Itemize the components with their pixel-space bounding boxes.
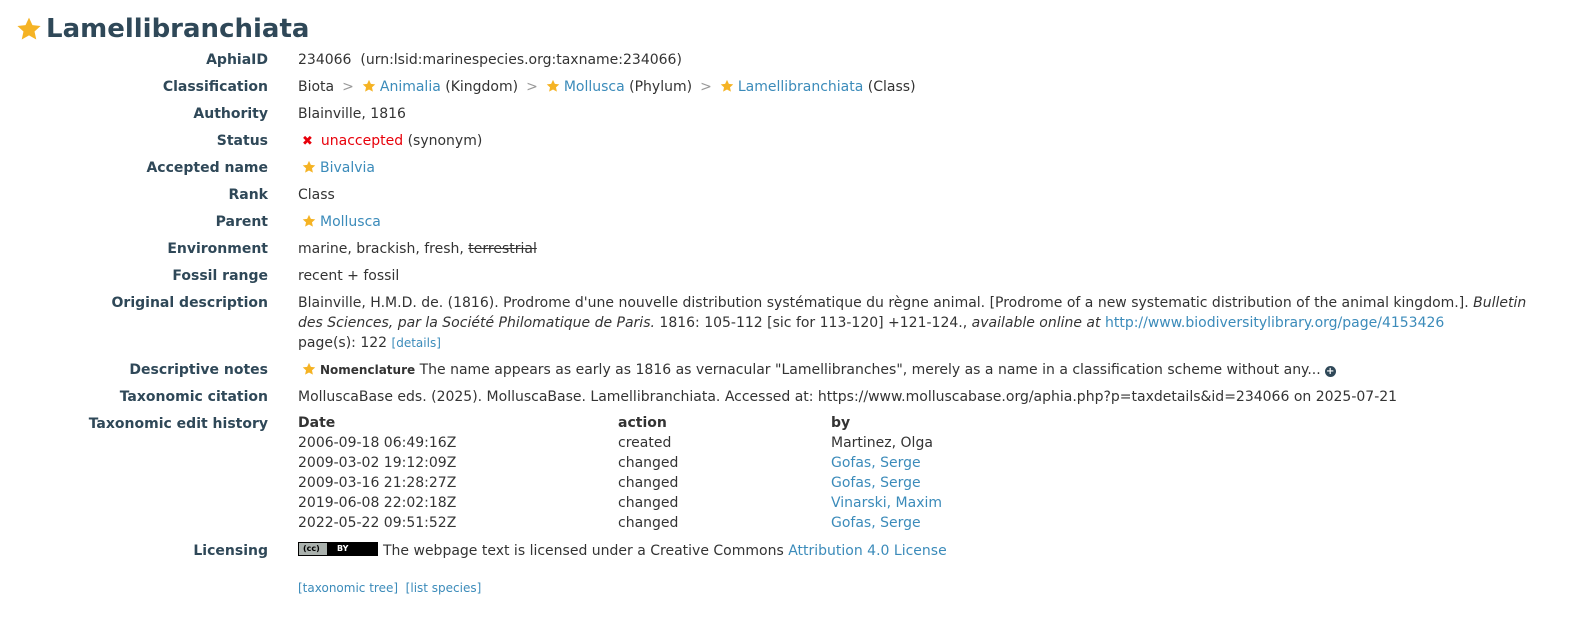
breadcrumb-separator: > xyxy=(526,79,538,95)
cell-action: changed xyxy=(618,475,679,491)
row-rank xyxy=(0,185,1570,205)
environment-struck: terrestrial xyxy=(468,241,537,257)
citation-value: MolluscaBase eds. (2025). MolluscaBase. Lamellibranchiata. Accessed at: https://www.molluscabase.org/aphia.php?p=taxdetails&id=234066 on 2025-07-21 xyxy=(298,389,1398,405)
authority-value: Blainville, 1816 xyxy=(298,106,406,122)
classification-root: Biota xyxy=(298,79,335,95)
cell-date: 2019-06-08 22:02:18Z xyxy=(298,495,457,511)
link-mollusca[interactable]: Mollusca xyxy=(563,79,625,95)
row-parent xyxy=(0,212,1570,232)
label-status: Status xyxy=(216,133,268,149)
breadcrumb-separator: > xyxy=(342,79,354,95)
environment-list: marine, brackish, fresh, xyxy=(298,241,464,257)
header-action: action xyxy=(618,415,667,431)
label-edit-history: Taxonomic edit history xyxy=(88,416,268,432)
page-header xyxy=(16,12,309,46)
link-editor[interactable]: Vinarski, Maxim xyxy=(831,495,943,511)
row-classification xyxy=(0,77,1570,97)
link-license[interactable]: Attribution 4.0 License xyxy=(788,543,947,559)
row-environment xyxy=(0,239,1570,259)
description-pages: page(s): 122 xyxy=(298,335,388,351)
cell-by: Martinez, Olga xyxy=(831,435,933,451)
star-icon xyxy=(302,160,316,174)
row-accepted-name xyxy=(0,158,1570,178)
star-icon xyxy=(16,16,42,42)
label-taxonomic-citation: Taxonomic citation xyxy=(119,389,268,405)
expand-icon[interactable]: + xyxy=(1326,366,1335,377)
cell-action: changed xyxy=(618,455,679,471)
fossil-range-value: recent + fossil xyxy=(298,268,400,284)
aphiaid-value: 234066 xyxy=(298,52,352,68)
link-animalia[interactable]: Animalia xyxy=(379,79,441,95)
label-aphiaid: AphiaID xyxy=(206,52,268,68)
link-lamellibranchiata[interactable]: Lamellibranchiata xyxy=(737,79,864,95)
label-environment: Environment xyxy=(167,241,268,257)
row-aphiaid xyxy=(0,50,1570,70)
star-icon xyxy=(720,79,734,93)
cell-action: changed xyxy=(618,495,679,511)
link-list-species[interactable]: [list species] xyxy=(405,581,482,595)
star-icon xyxy=(362,79,376,93)
row-licensing xyxy=(0,541,1570,561)
link-bhl[interactable]: http://www.biodiversitylibrary.org/page/4153426 xyxy=(1104,315,1445,331)
rank-phylum: (Phylum) xyxy=(629,79,693,95)
cell-date: 2009-03-16 21:28:27Z xyxy=(298,475,457,491)
description-text: Blainville, H.M.D. de. (1816). Prodrome d'une nouvelle distribution systématique du règne animal. [Prodrome of a new systematic distribution of the animal kingdom.]. xyxy=(298,295,1469,311)
header-date: Date xyxy=(298,415,336,431)
licensing-text: The webpage text is licensed under a Creative Commons xyxy=(383,543,784,559)
footer-links xyxy=(0,578,1570,598)
cell-action: changed xyxy=(618,515,679,531)
link-details[interactable]: [details] xyxy=(391,336,441,350)
cell-action: created xyxy=(618,435,672,451)
label-accepted-name: Accepted name xyxy=(146,160,268,176)
label-classification: Classification xyxy=(162,79,268,95)
star-icon xyxy=(546,79,560,93)
row-authority xyxy=(0,104,1570,124)
original-description xyxy=(298,293,1543,353)
star-icon xyxy=(302,214,316,228)
row-taxonomic-citation xyxy=(0,387,1570,407)
link-parent[interactable]: Mollusca xyxy=(320,214,381,230)
note-type: Nomenclature xyxy=(320,363,416,377)
cc-by-badge[interactable] xyxy=(298,542,378,556)
label-rank: Rank xyxy=(228,187,268,203)
cell-date: 2022-05-22 09:51:52Z xyxy=(298,515,457,531)
row-fossil-range xyxy=(0,266,1570,286)
link-editor[interactable]: Gofas, Serge xyxy=(831,515,921,531)
status-value: unaccepted xyxy=(320,133,404,149)
breadcrumb-separator: > xyxy=(700,79,712,95)
cell-date: 2006-09-18 06:49:16Z xyxy=(298,435,457,451)
cell-date: 2009-03-02 19:12:09Z xyxy=(298,455,457,471)
label-fossil-range: Fossil range xyxy=(172,268,268,284)
label-parent: Parent xyxy=(215,214,268,230)
rank-class: (Class) xyxy=(867,79,916,95)
row-edit-history xyxy=(0,414,1570,434)
label-authority: Authority xyxy=(193,106,268,122)
header-by: by xyxy=(831,415,851,431)
status-note: (synonym) xyxy=(407,133,483,149)
description-journal: Bulletin des Sciences, par la Société Philomatique de Paris. xyxy=(298,295,1527,331)
link-editor[interactable]: Gofas, Serge xyxy=(831,475,921,491)
note-text: The name appears as early as 1816 as vernacular "Lamellibranches", merely as a name in a classification scheme without any... xyxy=(419,362,1321,378)
link-accepted-name[interactable]: Bivalvia xyxy=(320,160,376,176)
aphiaid-lsid: (urn:lsid:marinespecies.org:taxname:234066) xyxy=(360,52,682,68)
cross-icon: ✖ xyxy=(302,134,313,149)
label-descriptive-notes: Descriptive notes xyxy=(129,362,268,378)
rank-value: Class xyxy=(298,187,335,203)
classification-breadcrumb xyxy=(298,77,916,97)
description-pages-range: 1816: 105-112 [sic for 113-120] +121-124., xyxy=(659,315,968,331)
star-icon xyxy=(302,362,316,376)
by-badge-text: BY xyxy=(337,544,349,553)
rank-kingdom: (Kingdom) xyxy=(445,79,519,95)
link-editor[interactable]: Gofas, Serge xyxy=(831,455,921,471)
row-status xyxy=(0,131,1570,151)
page-title: Lamellibranchiata xyxy=(46,14,310,44)
label-licensing: Licensing xyxy=(193,543,268,559)
link-taxonomic-tree[interactable]: [taxonomic tree] xyxy=(298,581,399,595)
description-available: available online at xyxy=(971,315,1101,331)
row-descriptive-notes xyxy=(0,360,1570,380)
label-original-description: Original description xyxy=(111,295,268,311)
cc-badge-text: (cc) xyxy=(303,544,320,553)
